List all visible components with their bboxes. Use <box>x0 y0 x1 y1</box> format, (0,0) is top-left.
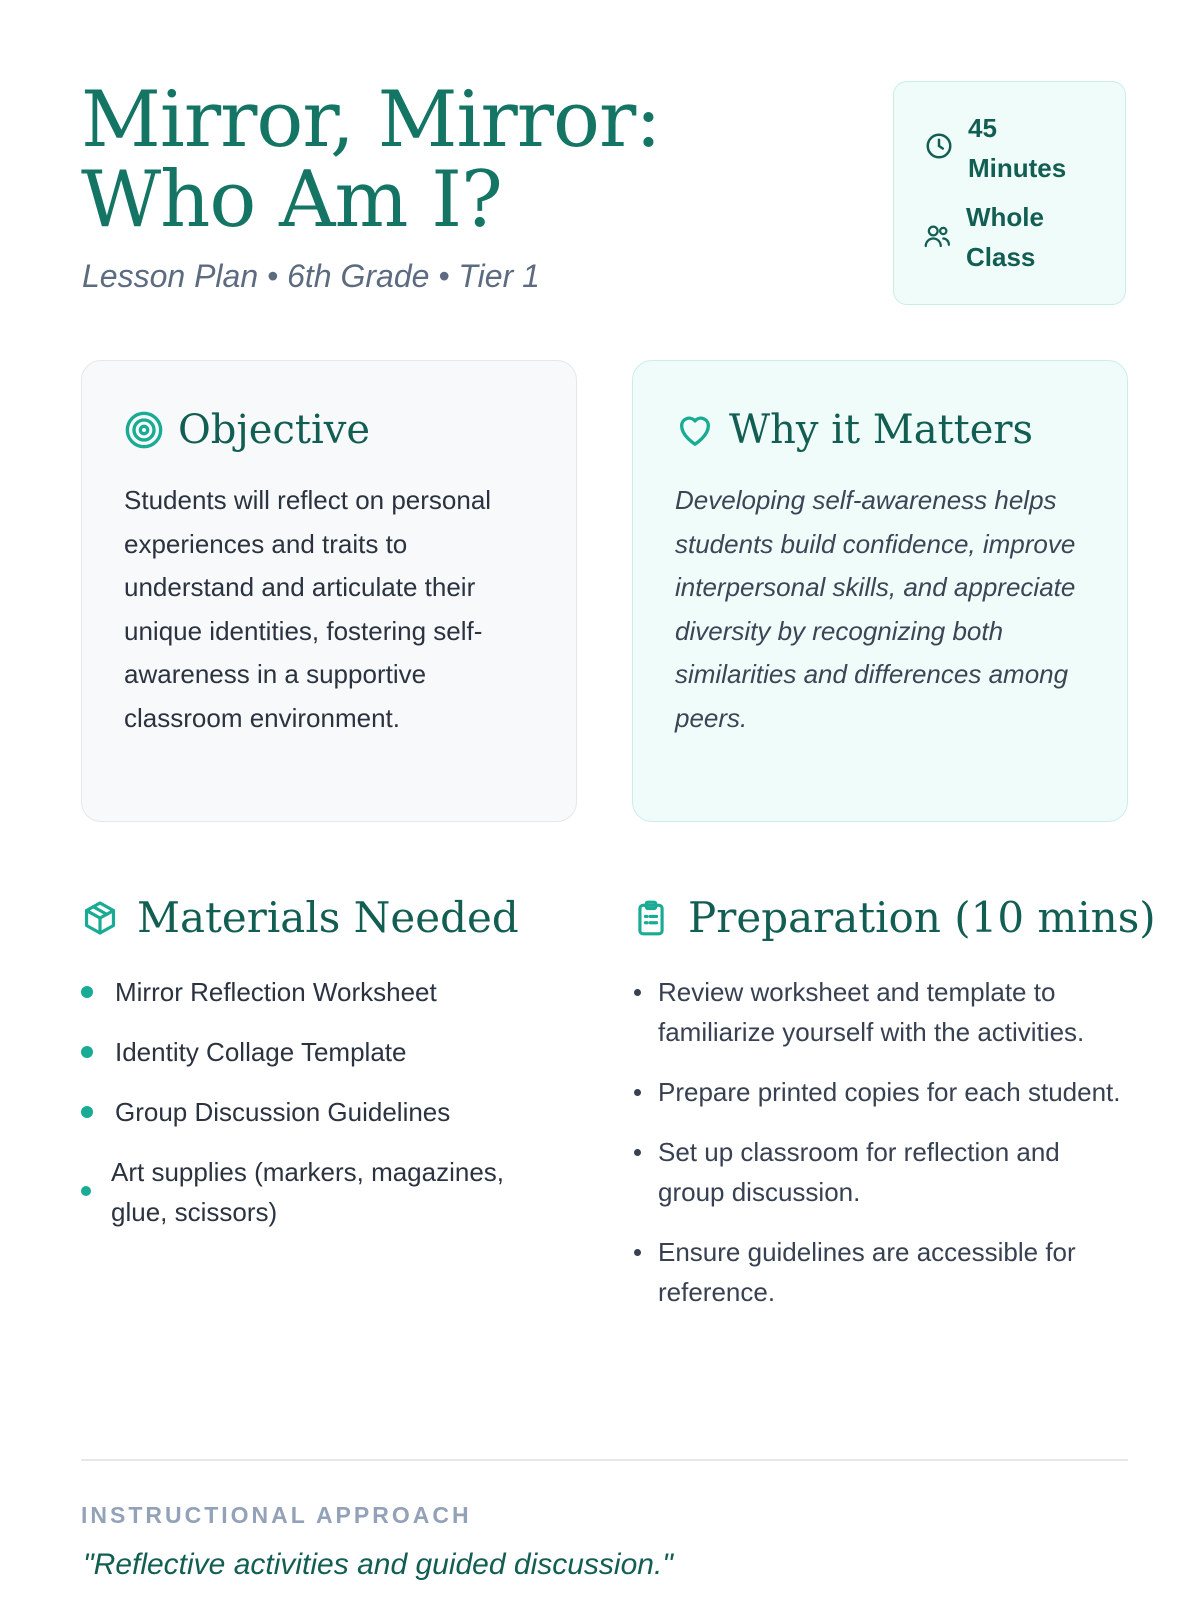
preparation-list <box>632 972 1132 1332</box>
lesson-title: Mirror, Mirror: Who Am I? <box>81 75 661 245</box>
heart-icon <box>675 410 715 450</box>
materials-heading: Materials Needed <box>137 893 519 942</box>
objective-card <box>81 360 577 822</box>
materials-header <box>81 893 519 942</box>
bullet-dot <box>634 1089 641 1096</box>
grouping-text: Whole Class <box>966 202 1044 272</box>
why-header <box>675 407 1033 453</box>
duration-row <box>924 108 1098 188</box>
list-item: Art supplies (markers, magazines, glue, scissors) <box>81 1152 561 1232</box>
approach-quote: "Reflective activities and guided discussion." <box>83 1548 673 1581</box>
duration-text: 45 Minutes <box>968 113 1067 183</box>
clipboard-icon <box>632 899 670 937</box>
bullet-dot <box>81 1046 93 1058</box>
lesson-info-box <box>893 81 1126 305</box>
list-item: Prepare printed copies for each student. <box>632 1072 1132 1112</box>
preparation-heading: Preparation (10 mins) <box>688 893 1156 942</box>
grouping-row <box>922 197 1086 277</box>
preparation-header <box>632 893 1156 942</box>
objective-header <box>124 407 370 453</box>
objective-heading: Objective <box>178 407 371 453</box>
bullet-dot <box>81 986 93 998</box>
objective-text: Students will reflect on personal experiences and traits to understand and articulate their unique identities, fostering self-awareness in a supportive classroom environment. <box>124 485 492 733</box>
target-icon <box>124 410 164 450</box>
approach-label: INSTRUCTIONAL APPROACH <box>81 1502 472 1528</box>
lesson-subtitle: Lesson Plan • 6th Grade • Tier 1 <box>82 258 540 294</box>
why-heading: Why it Matters <box>729 407 1034 453</box>
bullet-dot <box>81 1106 93 1118</box>
list-item: Review worksheet and template to familiarize yourself with the activities. <box>632 972 1132 1052</box>
users-icon <box>922 221 952 251</box>
package-icon <box>81 899 119 937</box>
why-text: Developing self-awareness helps students build confidence, improve interpersonal skills, and appreciate diversity by recognizing both similarities and differences among peers. <box>675 485 1076 733</box>
list-item: Mirror Reflection Worksheet <box>81 972 561 1012</box>
list-item: Identity Collage Template <box>81 1032 561 1072</box>
bullet-dot <box>634 1249 641 1256</box>
list-item: Group Discussion Guidelines <box>81 1092 561 1132</box>
section-divider <box>81 1459 1128 1461</box>
bullet-dot <box>81 1186 91 1196</box>
materials-list <box>81 972 561 1252</box>
bullet-dot <box>634 989 641 996</box>
list-item: Set up classroom for reflection and group discussion. <box>632 1132 1132 1212</box>
bullet-dot <box>634 1149 641 1156</box>
list-item: Ensure guidelines are accessible for reference. <box>632 1232 1132 1312</box>
why-card <box>632 360 1128 822</box>
clock-icon <box>924 131 954 161</box>
